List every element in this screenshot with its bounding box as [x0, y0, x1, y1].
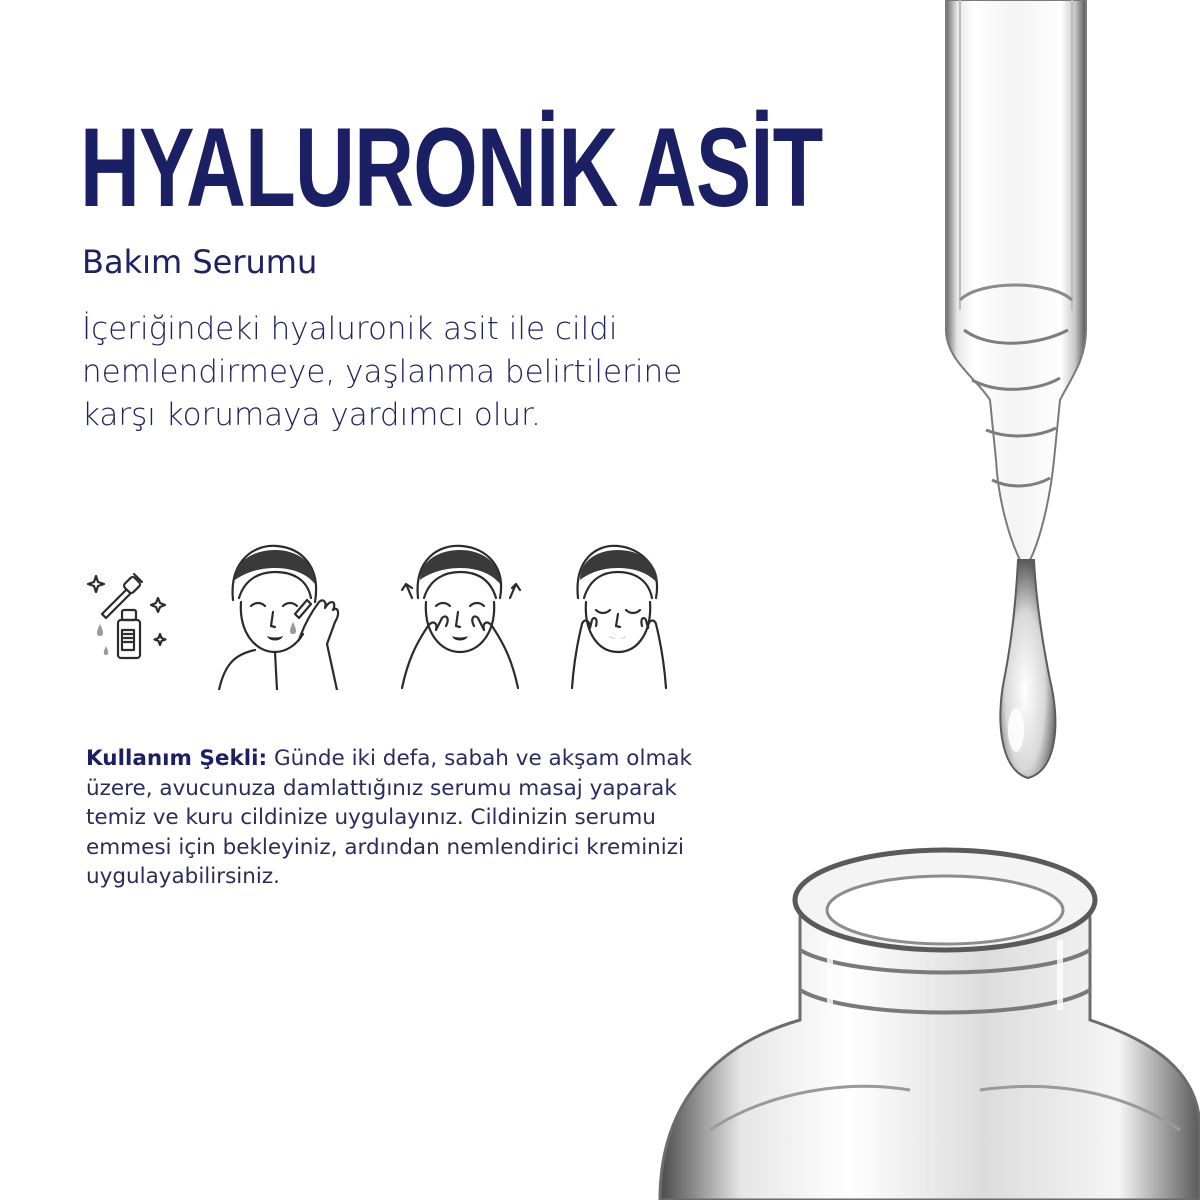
product-subtitle: Bakım Serumu	[82, 243, 318, 281]
page-title: HYALURONİK ASİT	[80, 105, 823, 230]
face-relax-icon	[570, 540, 670, 690]
glass-dropper-image	[900, 0, 1160, 800]
face-apply-serum-icon	[215, 540, 345, 690]
glass-bottle-image	[650, 830, 1200, 1200]
usage-steps	[80, 540, 680, 700]
dropper-bottle-icon	[86, 568, 176, 668]
product-description: İçeriğindeki hyaluronik asit ile cildi nemlendirmeye, yaşlanma belirtilerine karşı korumaya yardımcı olur.	[82, 311, 683, 433]
usage-text: Günde iki defa, sabah ve akşam olmak üzere, avucunuza damlattığınız serumu masaj yaparak temiz ve kuru cildinize uygulayınız. Cildinizin serumu emmesi için bekleyiniz, ardından nemlendirici kreminizi uygulayabilirsiniz.	[86, 746, 693, 889]
usage-label: Kullanım Şekli:	[86, 746, 268, 771]
usage-instructions	[86, 744, 726, 892]
face-massage-icon	[398, 540, 528, 690]
